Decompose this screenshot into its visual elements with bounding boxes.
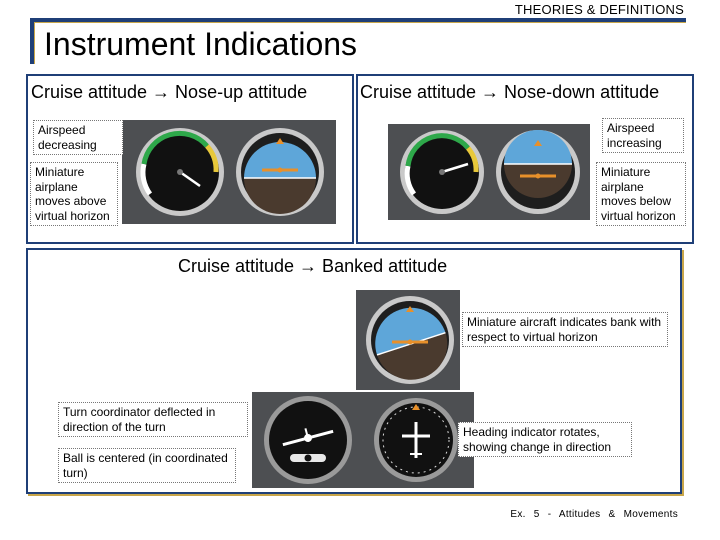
attitude-indicator-icon xyxy=(496,130,580,214)
panel-nose-up-heading: Cruise attitude → Nose-up attitude xyxy=(31,82,308,102)
instrument-panel-nose-up xyxy=(122,120,336,224)
note-ball-centered: Ball is centered (in coordinated turn) xyxy=(58,448,236,483)
note-airspeed-decreasing: Airspeed decreasing xyxy=(33,120,123,155)
note-miniature-bank: Miniature aircraft indicates bank with respect to virtual horizon xyxy=(462,312,668,347)
section-label: THEORIES & DEFINITIONS xyxy=(514,2,684,17)
note-miniature-above: Miniature airplane moves above virtual horizon xyxy=(30,162,118,226)
instrument-cluster xyxy=(388,124,590,220)
instrument-turn-heading xyxy=(252,392,474,488)
instrument-attitude-banked xyxy=(356,290,460,390)
footer-label: Ex. 5 - Attitudes & Movements xyxy=(510,509,678,520)
turn-coordinator-icon xyxy=(264,396,352,484)
panel-banked xyxy=(26,248,682,494)
panel-nose-down xyxy=(356,74,694,244)
page-title: Instrument Indications xyxy=(44,26,358,62)
note-miniature-below: Miniature airplane moves below virtual horizon xyxy=(596,162,686,226)
attitude-indicator-icon xyxy=(236,128,324,216)
airspeed-indicator-icon xyxy=(136,128,224,216)
panel-nose-down-heading: Cruise attitude → Nose-down attitude xyxy=(360,82,660,102)
header-rule-accent xyxy=(30,22,686,23)
note-airspeed-increasing: Airspeed increasing xyxy=(602,118,684,153)
instrument-panel-nose-down xyxy=(388,124,590,220)
header-side-bar-accent xyxy=(34,22,35,64)
airspeed-indicator-icon xyxy=(400,130,484,214)
note-heading-rotates: Heading indicator rotates, showing change in direction xyxy=(458,422,632,457)
heading-indicator-icon xyxy=(374,398,458,482)
instrument-cluster xyxy=(122,120,336,224)
panel-nose-up xyxy=(26,74,354,244)
panel-banked-heading: Cruise attitude → Banked attitude xyxy=(178,256,448,276)
instrument-cluster xyxy=(252,392,474,488)
attitude-indicator-icon xyxy=(356,290,460,390)
note-turn-coordinator: Turn coordinator deflected in direction of the turn xyxy=(58,402,248,437)
